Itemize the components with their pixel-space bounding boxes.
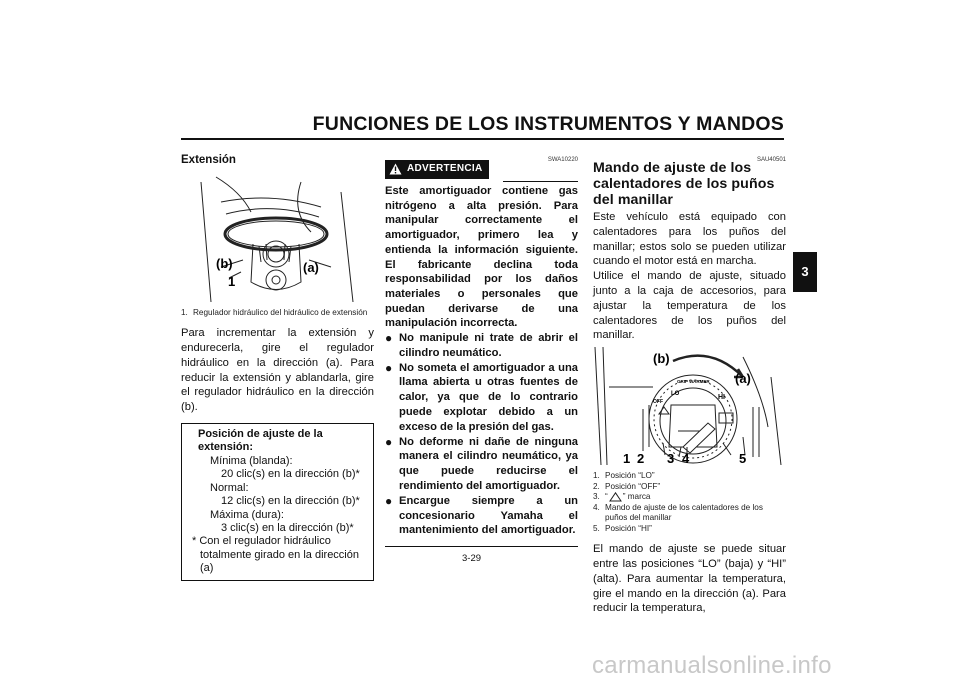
bullet-dot-icon: ● [385,331,393,346]
figure-number-2: 2 [637,451,645,466]
figure-number-5: 5 [739,451,747,466]
grip-warmer-paragraph-1: Este vehículo está equipado con calentadores para los puños del manillar; estos solo se pueden utilizar cuando el motor está en marcha. [593,211,786,268]
header-rule [181,138,784,140]
figure-label-a: (a) [735,371,751,387]
caption-text: Posición “LO” [605,471,655,481]
grip-warmer-dial-illustration [593,347,786,465]
settings-note: * Con el regulador hidráulico totalmente girado en la dirección (a) [192,535,359,575]
warning-bullet [385,435,578,494]
figure-label-b: (b) [653,351,670,367]
caption-text: Mando de ajuste de los calentadores de los puños del manillar [605,502,763,523]
right-figure-caption [593,471,786,534]
warning-bullets [385,331,578,538]
left-figure-caption [181,308,374,319]
rebound-adjuster-illustration [181,172,374,302]
watermark: carmanualsonline.info [592,652,832,679]
extension-heading: Extensión [181,154,236,166]
lo-marking: LO [671,391,680,398]
caption-number: 1. [593,471,600,481]
chapter-tab: 3 [793,252,817,292]
left-column [181,153,374,581]
bullet-dot-icon: ● [385,360,393,375]
caption-text: Posición “OFF” [605,481,661,491]
extension-paragraph: Para incrementar la extensión y endurecerla, gire el regulador hidráulico en la dirección (a). Para reducir la extensión y ablandarla, gire el regulador hidráulico en la dirección (b). [181,327,374,414]
caption-text: Posición “HI” [605,523,652,533]
middle-column [385,153,578,547]
right-column [593,153,786,616]
warning-bullet [385,331,578,361]
warning-triangle-icon [389,163,402,175]
caption-mark-prefix: “ [605,492,608,502]
grip-warmer-paragraph-2: Utilice el mando de ajuste, situado junto a la caja de accesorios, para ajustar la temperatura de los calentadores de los puños del manillar. [593,270,786,342]
settings-title: Posición de ajuste de la extensión: [198,428,323,454]
page-number: 3-29 [462,553,482,564]
settings-max-label: Máxima (dura): [210,508,284,521]
caption-number: 4. [593,502,600,512]
bullet-dot-icon: ● [385,434,393,449]
caption-number: 3. [593,492,600,502]
warning-code: SWA10220 [547,157,578,163]
warning-end-rule [385,546,578,547]
page-header-title: FUNCIONES DE LOS INSTRUMENTOS Y MANDOS [312,113,784,135]
warning-header-rule [503,181,578,182]
figure-number-1: 1 [623,451,631,466]
warning-bullet-text: No someta el amortiguador a una llama abierta u otras fuentes de calor, ya que de lo contrario puede explotar debido a un exceso de la presión del gas. [399,361,578,433]
caption-number: 2. [593,481,600,491]
warning-header [385,160,578,184]
figure-number-4: 4 [682,451,690,466]
settings-min-value: 20 clic(s) en la dirección (b)* [221,468,360,481]
warning-bullet-text: No deforme ni dañe de ninguna manera el cilindro neumático, ya que puede reducirse el rendimiento del amortiguador. [399,435,578,492]
grip-warmer-marking: GRIP WARMER [677,379,710,385]
settings-min-label: Mínima (blanda): [210,454,293,467]
caption-number: 1. [181,307,188,317]
settings-normal-value: 12 clic(s) en la dirección (b)* [221,495,360,508]
hi-marking: HI [718,394,725,402]
figure-number-3: 3 [667,451,675,466]
settings-max-value: 3 clic(s) en la dirección (b)* [221,521,354,534]
grip-warmer-heading: Mando de ajuste de los calentadores de los puños del manillar [593,160,775,208]
warning-badge-label: ADVERTENCIA [407,163,483,174]
warning-bullet-text: Encargue siempre a un concesionario Yamaha el mantenimiento del amortiguador. [399,494,578,537]
figure-label-b: (b) [216,255,233,271]
warning-bullet [385,494,578,538]
settings-normal-label: Normal: [210,481,249,494]
caption-text: Regulador hidráulico del hidráulico de extensión [193,307,368,317]
warning-bullet [385,361,578,435]
warning-intro: Este amortiguador contiene gas nitrógeno a alta presión. Para manipular correctamente el amortiguador, primero lea y entienda la información siguiente. El fabricante declina toda responsabilidad por los daños materiales o personales que puedan derivarse de una manipulación incorrecta. [385,185,578,330]
section-code: SAU40501 [756,157,786,163]
caption-number: 5. [593,523,600,533]
figure-label-a: (a) [303,259,319,275]
figure-label-1: 1 [228,273,236,289]
caption-mark-suffix: ” marca [622,492,651,502]
bullet-dot-icon: ● [385,493,393,508]
grip-warmer-paragraph-3: El mando de ajuste se puede situar entre las posiciones “LO” (baja) y “HI” (alta). Para aumentar la temperatura, gire el mando en la dirección (a). Para reducir la temperatura, [593,543,786,615]
warning-badge [385,160,489,179]
off-marking: OFF [653,399,663,406]
triangle-mark-icon [609,492,622,502]
extension-settings-box [181,423,374,580]
warning-bullet-text: No manipule ni trate de abrir el cilindro neumático. [399,332,578,359]
